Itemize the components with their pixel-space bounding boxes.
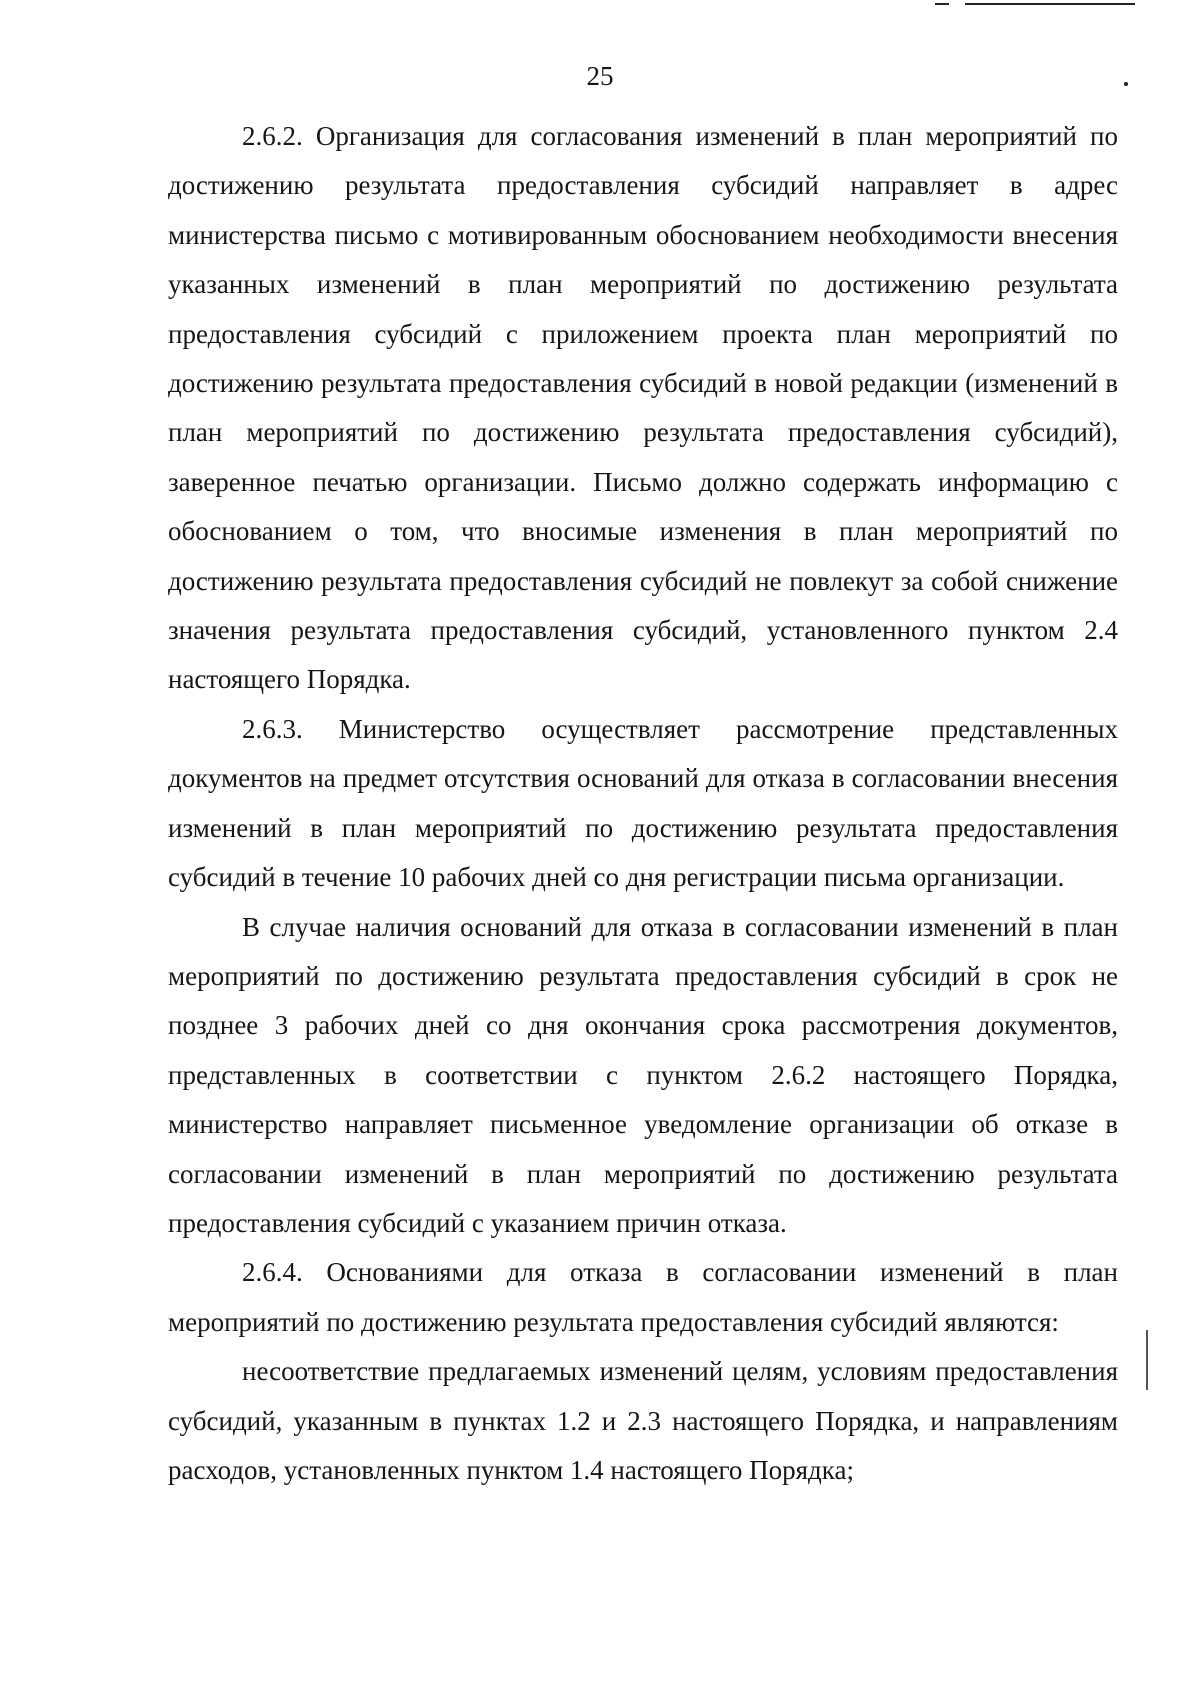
paragraph-2-6-3: 2.6.3. Министерство осуществляет рассмотрение представленных документов на предмет отсутствия оснований для отказа в согласовании внесения изменений в план мероприятий по достижению результата предоставления субсидий в течение 10 рабочих дней со дня регистрации письма организации.	[168, 713, 1118, 893]
paragraph-2-6-4: 2.6.4. Основаниями для отказа в согласовании изменений в план мероприятий по достижению результата предоставления субсидий являются:	[168, 1257, 1118, 1337]
paragraph-nonconformity: несоответствие предлагаемых изменений целям, условиям предоставления субсидий, указанным в пунктах 1.2 и 2.3 настоящего Порядка, и направлениям расходов, установленных пунктом 1.4 настоящего Порядка;	[168, 1356, 1118, 1485]
document-body	[168, 112, 1118, 1495]
scan-artifact-right-edge-line	[1146, 1330, 1148, 1390]
paragraph-refusal-notice: В случае наличия оснований для отказа в согласовании изменений в план мероприятий по достижению результата предоставления субсидий в срок не позднее 3 рабочих дней со дня окончания срока рассмотрения документов, представленных в соответствии с пунктом 2.6.2 настоящего Порядка, министерство направляет письменное уведомление организации об отказе в согласовании изменений в план мероприятий по достижению результата предоставления субсидий с указанием причин отказа.	[168, 911, 1118, 1238]
paragraph-2-6-2: 2.6.2. Организация для согласования изменений в план мероприятий по достижению результата предоставления субсидий направляет в адрес министерства письмо с мотивированным обоснованием необходимости внесения указанных изменений в план мероприятий по достижению результата предоставления субсидий с приложением проекта план мероприятий по достижению результата предоставления субсидий в новой редакции (изменений в план мероприятий по достижению результата предоставления субсидий), заверенное печатью организации. Письмо должно содержать информацию с обоснованием о том, что вносимые изменения в план мероприятий по достижению результата предоставления субсидий не повлекут за собой снижение значения результата предоставления субсидий, установленного пунктом 2.4 настоящего Порядка.	[168, 121, 1118, 695]
scan-artifact-top-dash	[935, 3, 949, 5]
page-number: 25	[586, 61, 614, 91]
scan-artifact-top-line	[965, 3, 1135, 5]
